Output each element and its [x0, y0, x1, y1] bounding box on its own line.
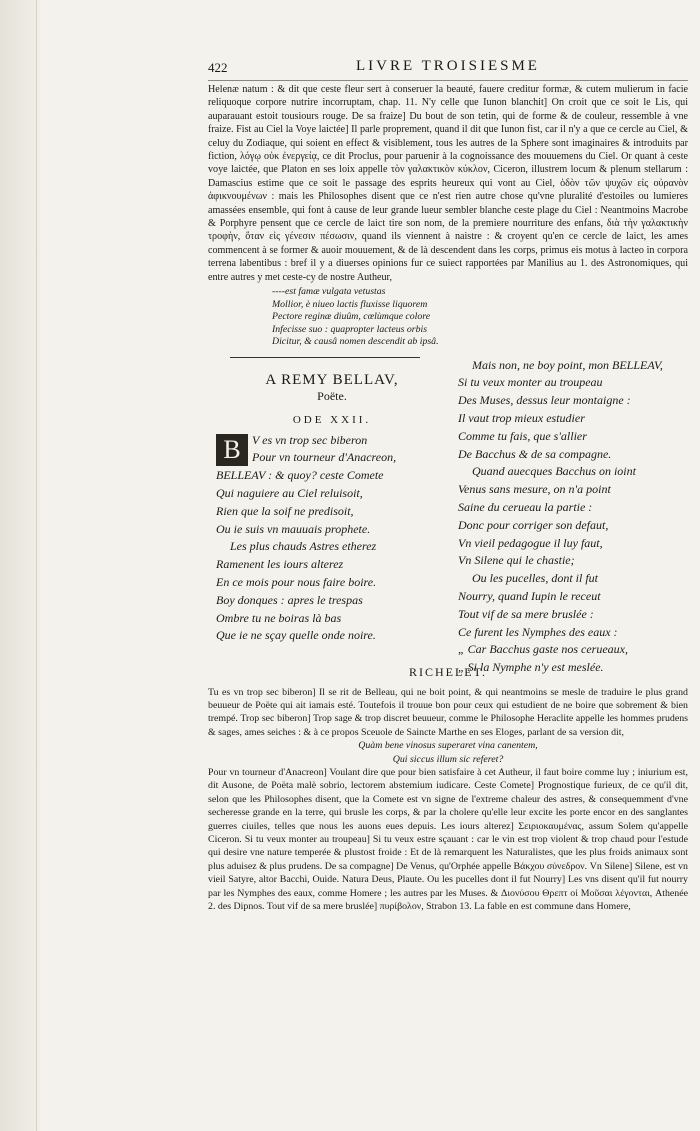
commentary-block: [208, 83, 688, 349]
poem-right-column: [458, 357, 688, 677]
poem-line: Saine du cerueau la partie :: [458, 499, 593, 514]
book-page: [208, 58, 688, 914]
poem-line: Ou ie suis vn mauuais prophete.: [216, 521, 371, 536]
poem-line: Pour vn tourneur d'Anacreon,: [252, 450, 397, 465]
poem-line: Ou les pucelles, dont il fut: [472, 571, 598, 586]
poem-line: Mais non, ne boy point, mon BELLEAV,: [472, 357, 663, 372]
poem-left-column: [216, 357, 448, 646]
drop-cap: B: [216, 434, 248, 466]
binding-gutter: [0, 0, 40, 1131]
gutter-edge: [36, 0, 37, 1131]
verse-line: ----est famæ vulgata vetustas: [272, 286, 386, 298]
notes-title: RICHELET.: [408, 664, 488, 679]
poem-line: Qui naguiere au Ciel reluisoit,: [216, 485, 363, 500]
poem-title: A REMY BELLAV,: [265, 371, 399, 388]
verse-line: Mollior, è niueo lactis fluxisse liquorem: [272, 298, 428, 310]
poem-line: Ramenent les iours alterez: [216, 557, 344, 572]
notes-paragraph: Tu es vn trop sec biberon] Il se rit de Belleau, qui ne boit point, & qui neantmoins se mesle de traduire le plus grand beuueur de Poëte qui ait iamais esté. Toutefois il trouue bon pour ceux qui estudient de ne boire que sobrement & bien trempé. Trop sec biberon] Trop sage & trop discret beuueur, comme le Philosophe Heraclite appelle les hommes prudens & sages, ames seiches : & à ce propos Sceuole de Saincte Marthe en ses Eloges, parlant de sa version dit,: [208, 686, 688, 738]
poem-line: „ Si la Nymphe n'y est meslée.: [458, 660, 604, 675]
poem-line: Boy donques : apres le trespas: [216, 592, 363, 607]
latin-verse: [272, 286, 688, 349]
poem-line: Rien que la soif ne predisoit,: [216, 503, 354, 518]
poem-line: Que ie ne sçay quelle onde noire.: [216, 628, 376, 643]
poem-line: En ce mois pour nous faire boire.: [216, 574, 377, 589]
poem-line: Si tu veux monter au troupeau: [458, 375, 603, 390]
notes-paragraph: Pour vn tourneur d'Anacreon] Voulant dire que pour bien satisfaire à cet Autheur, il faut boire comme luy ; iniurium est, dit Ausone, de Poëta malè sobrio, lectorem abstemium iudicare. Ceste Comete] Prognostique furieux, de ce qu'il dit, selon que les Philosophes disent, que la Comete est vn signe de l'extreme chaleur des astres, & consequemment d'vne secheresse grande en la terre, qui brusle les corps, & par la cholere qu'elle leur excite les porte encor en des sanglantes guerres ciuiles, telles que nous les auons eues depuis. Les iours alterez] Σειριοκαυμένας, assum Solem qu'appelle Ciceron. Si tu veux monter au troupeau] Si tu veux estre sçauant : car le vin est trop violent & trop chaud pour l'estude qui desire vne nature temperée & plustost froide : Et de là remarquent les Naturalistes, que les plus froids animaux sont plus aduisez & plus prudens. De sa compagne] De Venus, qu'Orphée appelle Βάκχου σύνεδρον. Vn Silene] Silene, est vn vieil Satyre, altor Bacchi, Ouide. Natura Deus, Plaute. Ou les pucelles dont il fut Nourry] Les vns disent qu'il fut nourry par les Nymphes des eaux, comme Homere ; les autres par les Muses. & Διονύσου Θρεπτ οἱ Μοῦσαι λέγονται, Athenée 2. des Dipnos. Tout vif de sa mere bruslée] πυρίβολον, Strabon 13. La fable en est commune dans Homere,: [208, 767, 688, 913]
poem-line: De Bacchus & de sa compagne.: [458, 446, 612, 461]
running-head: [208, 58, 688, 81]
poem-stanzas-right: [458, 357, 688, 677]
verse-line: Pectore reginæ diuûm, cœlùmque colore: [272, 311, 431, 323]
poem-line: Ombre tu ne boiras là bas: [216, 610, 342, 625]
verse-line: Dicitur, & causâ nomen descendit ab ipsâ.: [272, 336, 439, 348]
poem-line: BELLEAV : & quoy? ceste Comete: [216, 468, 384, 483]
commentary-paragraph: Helenæ natum : & dit que ceste fleur sert à conseruer la beauté, fauere creditur formæ, & cutem mulierum in facie reliquoque corpore nutrire incorruptam, chap. 11. N'y celle que Iunon blanchit] On croit que ce soit le Lis, qui auparauant estoit tousiours rouge. De sa fraize] Du bout de son tetin, qui de forme & de couleur, ressemble à vne fraize. Fist au Ciel la Voye laictée] Il parle proprement, quand il dit que Iunon fist, car il n'y a que ce cercle au Ciel, & celuy du Zodiaque, qui soient en effect & visiblement, tous les autres de la Sphere sont imaginaires & introduits par fiction, λόγῳ οὐκ ἐνεργείᾳ, ce dit Proclus, pour paruenir à la cognoissance des mouuemens du Ciel. Or quant à ceste voye laictée, que Platon en ses loix appelle τὸν γαλακτικὸν κύκλον, Ciceron, illustrem locum & plenum stellarum : Damascius estime que ce soit le passage des esprits heureux qui vont au Ciel, ὁδὸν τῶν ψυχῶν εἰς οὐρανὸν ἀφικνουμένων : mais les Philosophes disent que ce n'est rien autre chose qu'vne pluralité d'estoiles ou lumieres amassées ensemble, qui font à cause de leur grande lueur sembler blanche ceste plage du Ciel : Neantmoins Macrobe & Porphyre pensent que ce cercle de laict tire son nom, de la premiere nourriture des enfans, διὰ τὴν γαλακτικὴν τροφὴν, ὅταν εἰς γένεσιν πέσωσιν, quand ils viennent à naistre : & croyent qu'en ce cercle de laict, les ames commencent à se former & auoir mouuement, & de là descendent dans les corps, primus eis motus à lacteo in corpora terrena labentibus : bref il y a diuerses opinions fur ce suiect rapportées par Manilius au 1. des Astronomiques, qui entre autres y met ceste-cy de nostre Autheur,: [208, 84, 688, 283]
verse-line: Infecisse suo : quapropter lacteus orbis: [272, 323, 428, 335]
page-number: 422: [208, 60, 228, 75]
poem-line: Quand auecques Bacchus on ioint: [472, 464, 636, 479]
poem-line: Nourry, quand Iupin le receut: [458, 588, 601, 603]
ode-number: ODE XXII.: [292, 413, 372, 426]
poem-line: Ce furent les Nymphes des eaux :: [458, 624, 618, 639]
poem-line: Comme tu fais, que s'allier: [458, 428, 587, 443]
poem-line: Vn Silene qui le chastie;: [458, 553, 575, 568]
notes-verse-line: Quàm bene vinosus superaret vina canentem,: [358, 740, 538, 752]
poem-subtitle: Poëte.: [317, 388, 347, 403]
poem-line: Il vaut trop mieux estudier: [458, 410, 585, 425]
poem-line: Les plus chauds Astres etherez: [230, 539, 377, 554]
poem-stanzas-left: [216, 432, 448, 646]
poem-line: Des Muses, dessus leur montaigne :: [458, 393, 631, 408]
notes-block: [208, 686, 688, 914]
poem-line: Donc pour corriger son defaut,: [458, 517, 609, 532]
poem-line: Tout vif de sa mere bruslée :: [458, 606, 594, 621]
poem-line: B V es vn trop sec biberon: [216, 432, 448, 450]
poem-line: „ Car Bacchus gaste nos cerueaux,: [458, 642, 628, 657]
running-title: LIVRE TROISIESME: [356, 58, 540, 74]
poem-line: Vn vieil pedagogue il luy faut,: [458, 535, 603, 550]
poem-line: Venus sans mesure, on n'a point: [458, 482, 611, 497]
section-rule: [230, 357, 420, 358]
notes-verse-line: Qui siccus illum sic referet?: [392, 753, 504, 765]
